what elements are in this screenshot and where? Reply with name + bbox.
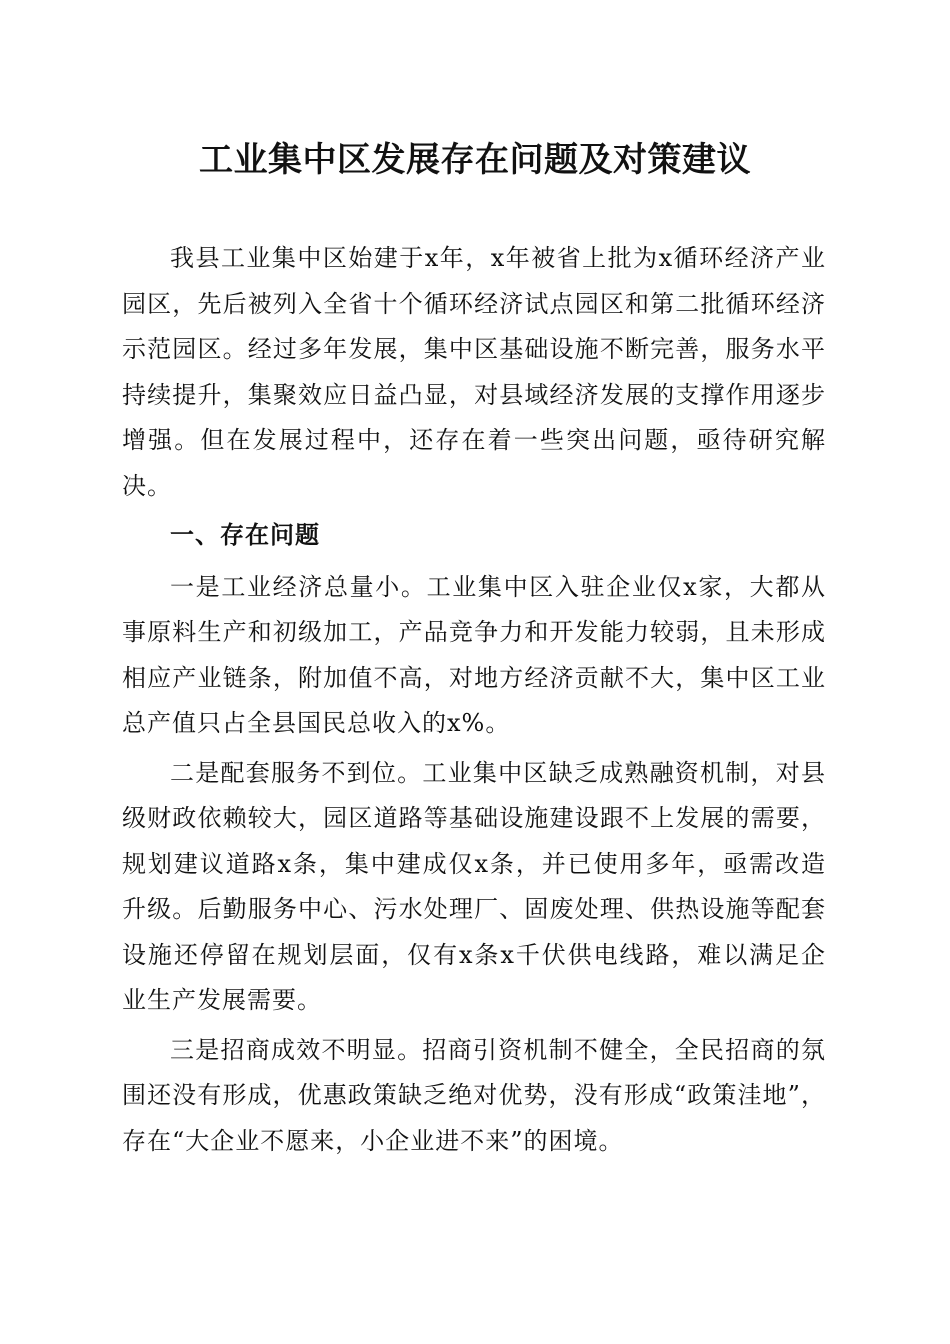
document-body (122, 236, 826, 1168)
problem-2-lead: 二是配套服务不到位。 (170, 758, 423, 787)
problem-paragraph-2 (122, 751, 826, 1024)
document-title: 工业集中区发展存在问题及对策建议 (199, 140, 751, 180)
section-heading-problems: 一、存在问题 (170, 521, 320, 549)
problem-paragraph-3 (122, 1028, 826, 1165)
problem-1-lead: 一是工业经济总量小。 (170, 572, 427, 601)
problem-1-text: 工业集中区入驻企业仅x家，大都从事原料生产和初级加工，产品竞争力和开发能力较弱，且未形成相应产业链条，附加值不高，对地方经济贡献不大，集中区工业总产值只占全县国民总收入的x%。 (122, 572, 826, 737)
problem-3-lead: 三是招商成效不明显。 (170, 1035, 423, 1064)
problem-paragraph-1 (122, 565, 826, 747)
problem-2-text: 工业集中区缺乏成熟融资机制，对县级财政依赖较大，园区道路等基础设施建设跟不上发展的需要，规划建议道路x条，集中建成仅x条，并已使用多年，亟需改造升级。后勤服务中心、污水处理厂、固废处理、供热设施等配套设施还停留在规划层面，仅有x条x千伏供电线路，难以满足企业生产发展需要。 (122, 758, 827, 1014)
intro-paragraph: 我县工业集中区始建于x年，x年被省上批为x循环经济产业园区，先后被列入全省十个循环经济试点园区和第二批循环经济示范园区。经过多年发展，集中区基础设施不断完善，服务水平持续提升，集聚效应日益凸显，对县域经济发展的支撑作用逐步增强。但在发展过程中，还存在着一些突出问题，亟待研究解决。 (122, 244, 826, 500)
problem-3-text: 招商引资机制不健全，全民招商的氛围还没有形成，优惠政策缺乏绝对优势，没有形成“政策洼地”，存在“大企业不愿来，小企业进不来”的困境。 (122, 1035, 827, 1155)
